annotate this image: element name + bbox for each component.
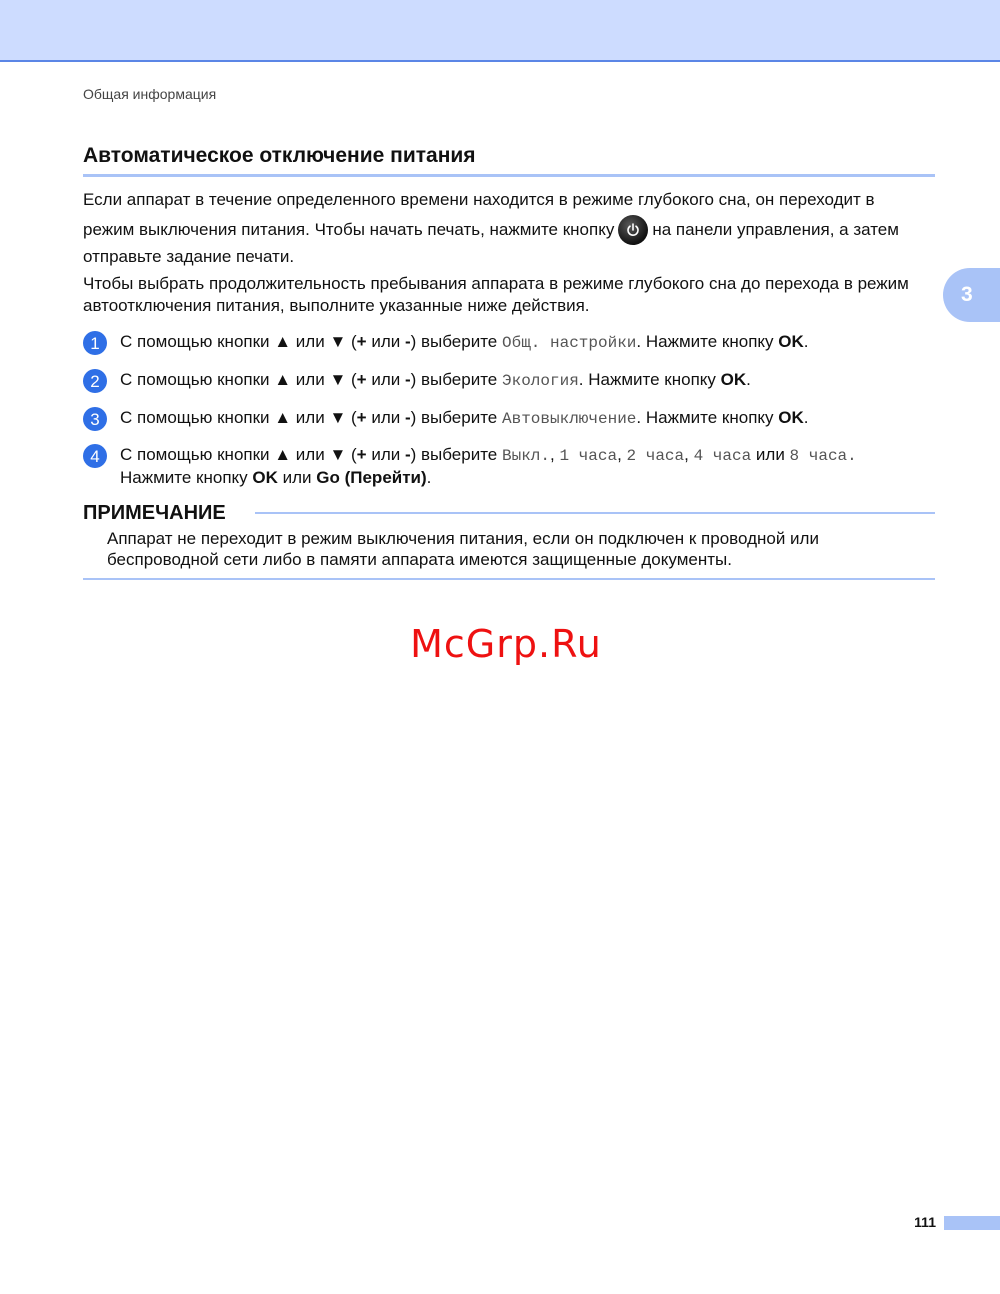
press-text: Нажмите кнопку bbox=[120, 468, 253, 487]
option-period: . bbox=[847, 447, 857, 465]
page-tab bbox=[944, 1216, 1000, 1230]
running-head: Общая информация bbox=[83, 86, 217, 102]
option-4-hours: 4 часа bbox=[693, 447, 752, 465]
minus-key: - bbox=[404, 370, 411, 389]
intro-line-3: отправьте задание печати. bbox=[83, 247, 295, 266]
step-number-badge: 4 bbox=[83, 444, 107, 468]
select-text: ) выберите bbox=[410, 445, 502, 464]
menu-option: Автовыключение bbox=[501, 410, 637, 428]
press-text: . Нажмите кнопку bbox=[636, 332, 779, 351]
intro-line-2-after: на панели управления, а затем bbox=[652, 220, 899, 239]
separator: , bbox=[617, 445, 627, 464]
step-number-badge: 3 bbox=[83, 407, 107, 431]
section-title: Автоматическое отключение питания bbox=[83, 144, 935, 177]
separator: , bbox=[550, 445, 560, 464]
period: . bbox=[746, 370, 751, 389]
page-number: 111 bbox=[914, 1214, 936, 1230]
plus-key: + bbox=[356, 370, 367, 389]
chapter-tab: 3 bbox=[943, 268, 1000, 322]
period: . bbox=[803, 408, 809, 427]
select-text: ) выберите bbox=[410, 408, 502, 427]
intro-paragraph bbox=[83, 189, 938, 268]
step-1 bbox=[83, 331, 943, 354]
menu-option: Экология bbox=[501, 372, 579, 390]
minus-key: - bbox=[404, 408, 411, 427]
option-off: Выкл. bbox=[501, 447, 550, 465]
note-divider-bottom bbox=[83, 578, 935, 580]
step-prefix: С помощью кнопки ▲ или ▼ ( bbox=[120, 370, 357, 389]
note-divider-top bbox=[255, 512, 935, 514]
step-prefix: С помощью кнопки ▲ или ▼ ( bbox=[120, 445, 357, 464]
or-text: или bbox=[366, 445, 405, 464]
option-1-hour: 1 часа bbox=[559, 447, 618, 465]
intro-line-1: Если аппарат в течение определенного времени находится в режиме глубокого сна, он переходит в bbox=[83, 190, 875, 209]
intro-line-2 bbox=[83, 214, 938, 246]
plus-key: + bbox=[356, 332, 367, 351]
go-key: Go (Перейти) bbox=[316, 468, 427, 487]
step-text bbox=[120, 407, 943, 430]
ok-key: OK bbox=[778, 408, 804, 427]
period: . bbox=[426, 468, 432, 487]
period: . bbox=[803, 332, 809, 351]
select-text: ) выберите bbox=[410, 370, 502, 389]
menu-option: Общ. настройки bbox=[501, 334, 637, 352]
minus-key: - bbox=[404, 445, 411, 464]
press-text: . Нажмите кнопку bbox=[578, 370, 721, 389]
step-number-badge: 1 bbox=[83, 331, 107, 355]
plus-key: + bbox=[356, 445, 367, 464]
step-text bbox=[120, 331, 943, 354]
select-text: ) выберите bbox=[410, 332, 502, 351]
note-body: Аппарат не переходит в режим выключения питания, если он подключен к проводной или беспроводной сети либо в памяти аппарата имеются защищенные документы. bbox=[107, 529, 819, 569]
option-2-hours: 2 часа bbox=[626, 447, 685, 465]
step-prefix: С помощью кнопки ▲ или ▼ ( bbox=[120, 408, 357, 427]
step-2 bbox=[83, 369, 943, 392]
press-text: . Нажмите кнопку bbox=[636, 408, 779, 427]
ok-key: OK bbox=[252, 468, 278, 487]
step-prefix: С помощью кнопки ▲ или ▼ ( bbox=[120, 332, 357, 351]
plus-key: + bbox=[356, 408, 367, 427]
step-3 bbox=[83, 407, 943, 430]
step-text bbox=[120, 369, 943, 392]
minus-key: - bbox=[404, 332, 411, 351]
power-icon bbox=[618, 215, 648, 245]
ok-key: OK bbox=[720, 370, 747, 389]
option-8-hours: 8 часа bbox=[789, 447, 848, 465]
separator: , bbox=[684, 445, 694, 464]
steps-intro-paragraph: Чтобы выбрать продолжительность пребывания аппарата в режиме глубокого сна до перехода в режим автоотключения питания, выполните указанные ниже действия. bbox=[83, 274, 909, 315]
or-word: или bbox=[751, 445, 790, 464]
step-text bbox=[120, 444, 943, 488]
or-text: или bbox=[366, 370, 405, 389]
intro-line-2-before: режим выключения питания. Чтобы начать печать, нажмите кнопку bbox=[83, 220, 615, 239]
or-text: или bbox=[366, 332, 405, 351]
or-text: или bbox=[366, 408, 405, 427]
note-title: ПРИМЕЧАНИЕ bbox=[83, 502, 226, 524]
step-number-badge: 2 bbox=[83, 369, 107, 393]
ok-key: OK bbox=[778, 332, 804, 351]
step-4 bbox=[83, 444, 943, 488]
or-text: или bbox=[277, 468, 317, 487]
watermark: McGrp.Ru bbox=[410, 622, 602, 666]
header-band bbox=[0, 0, 1000, 62]
